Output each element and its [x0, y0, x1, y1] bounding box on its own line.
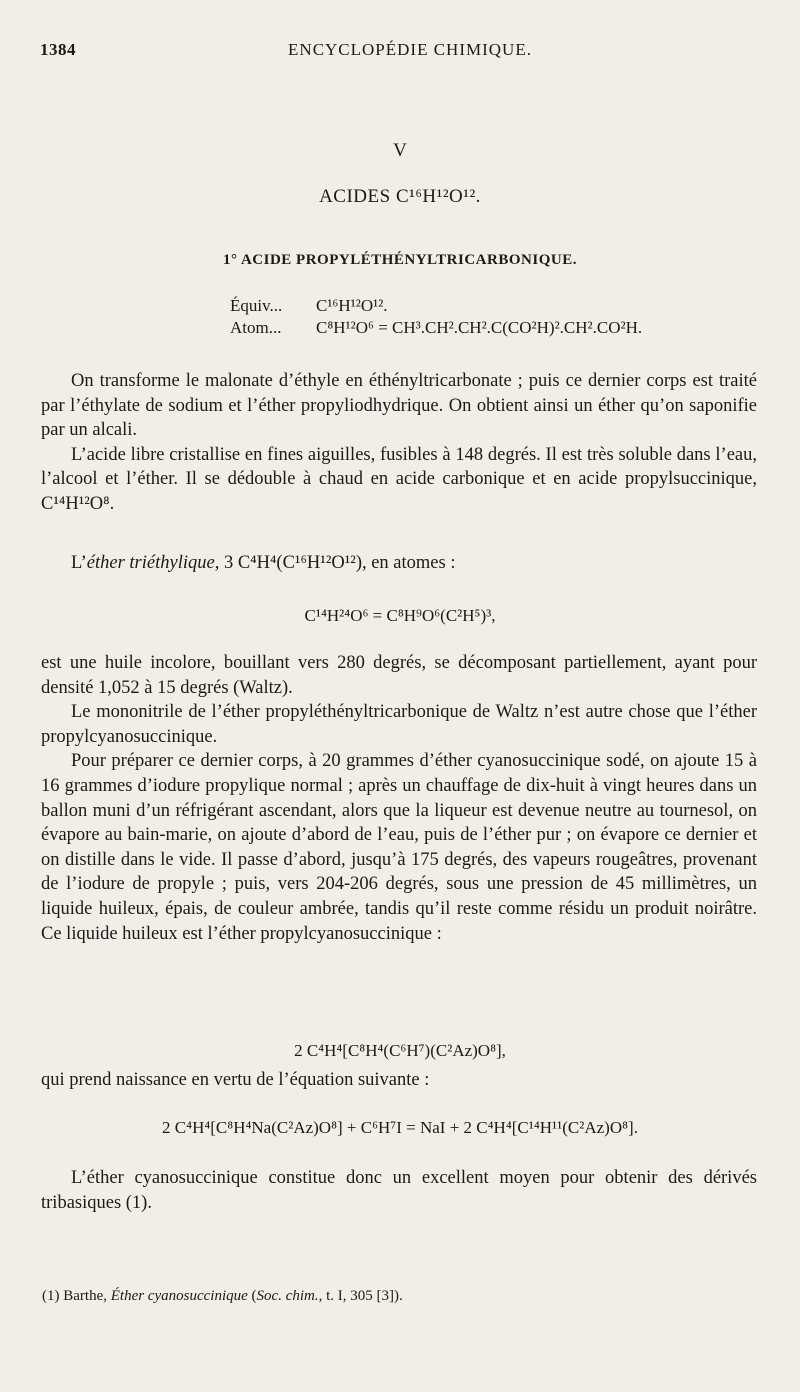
equiv-value: C¹⁶H¹²O¹². [316, 296, 388, 315]
paragraph-properties: L’acide libre cristallise en fines aiguilles, fusibles à 148 degrés. Il est très soluble dans l’eau, l’alcool et l’éther. Il se dédouble à chaud en acide carbonique et en acide propylsuccinique, C¹⁴H¹²O⁸. [41, 444, 757, 514]
text-block-2 [41, 551, 757, 576]
equiv-formula [230, 296, 388, 316]
paragraph-mononitrile: Le mononitrile de l’éther propyléthényltricarbonique de Waltz n’est autre chose que l’éther propylcyanosuccinique. [41, 702, 757, 747]
footnote-title: Éther cyanosuccinique [110, 1288, 248, 1304]
paragraph-synthesis: On transforme le malonate d’éthyle en éthényltricarbonate ; puis ce dernier corps est traité par l’éthylate de sodium et l’éther propyliodhydrique. On obtient ainsi un éther qu’on saponifie par un alcali. [41, 371, 757, 441]
section-number: V [393, 140, 407, 161]
subsection-title: 1° ACIDE PROPYLÉTHÉNYLTRICARBONIQUE. [223, 252, 577, 268]
footnote-prefix: (1) Barthe, [42, 1288, 111, 1304]
equation-propylcyano: 2 C⁴H⁴[C⁸H⁴(C⁶H⁷)(C²Az)O⁸], [294, 1041, 506, 1060]
ether-prefix: L’ [71, 553, 87, 573]
footnote [42, 1288, 403, 1305]
equiv-label: Équiv... [230, 296, 283, 315]
footnote-middle: ( [247, 1288, 257, 1304]
page-number: 1384 [40, 40, 76, 59]
footnote-suffix: , t. I, 305 [3]). [318, 1288, 403, 1304]
footnote-journal: Soc. chim. [256, 1288, 319, 1304]
text-block-3 [41, 651, 757, 946]
equation-atoms: C¹⁴H²⁴O⁶ = C⁸H⁹O⁶(C²H⁵)³, [304, 606, 496, 625]
text-block-5 [41, 1166, 757, 1215]
atom-label: Atom... [230, 318, 282, 337]
paragraph-conclusion: L’éther cyanosuccinique constitue donc un excellent moyen pour obtenir des dérivés tribasiques (1). [41, 1168, 757, 1213]
equation-reaction: 2 C⁴H⁴[C⁸H⁴Na(C²Az)O⁸] + C⁶H⁷I = NaI + 2 C⁴H⁴[C¹⁴H¹¹(C²Az)O⁸]. [162, 1118, 638, 1137]
atom-formula [230, 318, 642, 338]
atom-value: C⁸H¹²O⁶ = CH³.CH².CH².C(CO²H)².CH².CO²H. [316, 318, 643, 337]
text-block-1 [41, 369, 757, 517]
paragraph-triethyl-ether [41, 551, 757, 576]
running-title: ENCYCLOPÉDIE CHIMIQUE. [288, 40, 532, 59]
paragraph-preparation: Pour préparer ce dernier corps, à 20 grammes d’éther cyanosuccinique sodé, on ajoute 15 à 16 grammes d’iodure propylique normal ; après un chauffage de dix-huit à vingt heures dans un ballon muni d’un réfrigérant ascendant, alors que la liqueur est devenue neutre au tournesol, on évapore au bain-marie, on ajoute d’abord de l’eau, puis de l’éther pur ; on évapore ce dernier et on distille dans le vide. Il passe d’abord, jusqu’à 175 degrés, des vapeurs rougeâtres, provenant de l’iodure de propyle ; puis, vers 204-206 degrés, sous une pression de 45 millimètres, un liquide huileux, épais, de couleur ambrée, tandis qu’il reste comme résidu un produit noirâtre. Ce liquide huileux est l’éther propylcyanosuccinique : [41, 751, 757, 944]
ether-name-italic: éther triéthylique [86, 553, 215, 573]
paragraph-equation-intro: qui prend naissance en vertu de l’équation suivante : [41, 1070, 430, 1090]
text-block-4 [41, 1068, 757, 1093]
section-title: ACIDES C¹⁶H¹²O¹². [319, 186, 481, 207]
paragraph-oil: est une huile incolore, bouillant vers 280 degrés, se décomposant partiellement, ayant pour densité 1,052 à 15 degrés (Waltz). [41, 653, 757, 698]
ether-formula-text: , 3 C⁴H⁴(C¹⁶H¹²O¹²), en atomes : [214, 553, 456, 573]
page-header [40, 40, 780, 66]
